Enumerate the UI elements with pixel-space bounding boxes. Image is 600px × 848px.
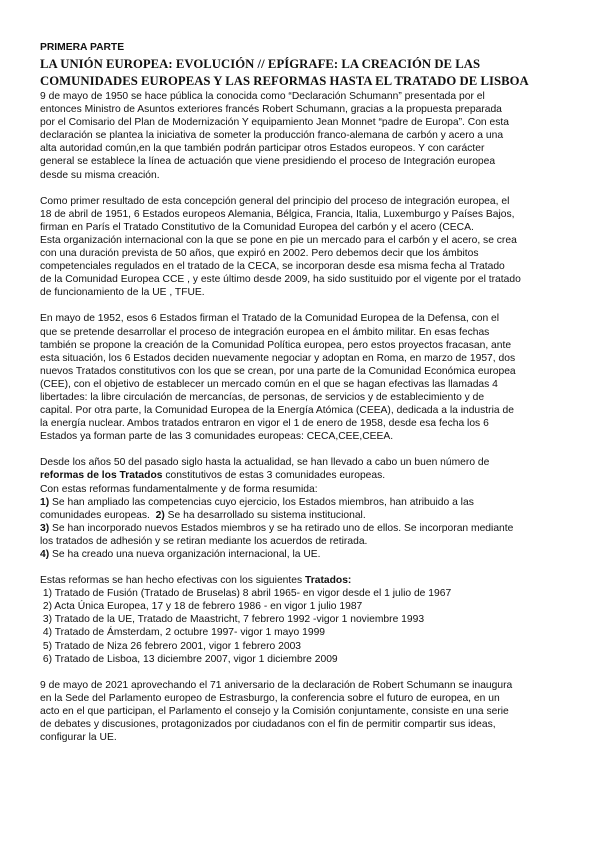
text-line: general se establece la línea de actuación que viene presidiendo el proceso de Integración europea [40,156,496,168]
text-line: libertades: la libre circulación de mercancías, de personas, de servicios y de establecimiento y de [40,391,485,403]
text-line: Estados ya forman parte de las 3 comunidades europeas: CECA,CEE,CEEA. [40,431,394,443]
text-line: desde su misma creación. [40,169,160,181]
text-line: 9 de mayo de 2021 aprovechando el 71 aniversario de la declaración de Robert Schumann se inaugura [40,679,513,691]
text-line: con una duración prevista de 50 años, que expiró en 2002. Pero debemos decir que los ámbitos [40,248,479,260]
paragraph-treaties-list [40,574,560,666]
text-line: entonces Ministro de Asuntos exteriores francés Robert Schumann, gracias a la propuesta preparada [40,104,502,116]
item-number: 4) [40,549,50,560]
text-run: Se han incorporado nuevos Estados miembros y se ha retirado uno de ellos. Se incorporan mediante [49,522,514,534]
paragraph-ceca [40,195,560,300]
text-line [40,574,560,587]
text-line: Como primer resultado de esta concepción general del principio del proceso de integración europea, el [40,195,510,207]
title-line: LA UNIÓN EUROPEA: EVOLUCIÓN // EPÍGRAFE: LA CREACIÓN DE LAS [40,57,481,71]
paragraph-schumann-declaration [40,90,560,182]
treaty-item: 4) Tratado de Ámsterdam, 2 octubre 1997- vigor 1 mayo 1999 [40,627,326,639]
title-line: COMUNIDADES EUROPEAS Y LAS REFORMAS HASTA EL TRATADO DE LISBOA [40,74,529,88]
treaty-item: 1) Tratado de Fusión (Tratado de Bruselas) 8 abril 1965- en vigor desde el 1 julio de 1967 [40,588,452,600]
bold-text: Tratados [305,575,348,587]
text-run: Se ha creado una nueva organización internacional, la UE. [49,549,321,560]
text-line: la energía nuclear. Ambos tratados entraron en vigor el 1 de enero de 1958, desde esa fecha los 6 [40,418,489,430]
text-run: comunidades europeas. [40,509,156,521]
paragraph-spacer [40,666,560,679]
list-item [40,522,560,535]
text-line: por el Comisario del Plan de Modernización Y equipamiento Jean Monnet “padre de Europa”. Con esta [40,117,509,129]
paragraph-spacer [40,443,560,456]
text-run: constitutivos de estas 3 comunidades europeas. [162,470,386,482]
list-item [40,496,560,509]
item-number: 3) [40,522,50,534]
text-line: que se pretende desarrollar el proceso de integración europea en el ámbito militar. En esas fechas [40,326,490,338]
paragraph-spacer [40,182,560,195]
text-line: declaración se plantea la iniciativa de someter la producción franco-alemana de carbón y acero a una [40,130,504,142]
bold-text: : [347,575,352,587]
paragraph-spacer [40,299,560,312]
text-line: competenciales regulados en el tratado de la CECA, se incorporan desde esa misma fecha al Tratado [40,261,505,273]
paragraph-conference [40,679,560,744]
paragraph-spacer [40,561,560,574]
part-label: PRIMERA PARTE [40,42,125,53]
item-number: 1) [40,496,50,508]
text-line: en la Sede del Parlamento europeo de Estrasburgo, la conferencia sobre el futuro de europea, en un [40,692,500,704]
treaty-item: 5) Tratado de Niza 26 febrero 2001, vigor 1 febrero 2003 [40,640,302,652]
text-line: Desde los años 50 del pasado siglo hasta la actualidad, se han llevado a cabo un buen número de [40,457,490,469]
bold-text: reformas de los Tratados [40,470,163,482]
text-run: Se han ampliado las competencias cuyo ejercicio, los Estados miembros, han atribuido a las [49,496,474,508]
treaty-item: 2) Acta Única Europea, 17 y 18 de febrero 1986 - en vigor 1 julio 1987 [40,601,363,613]
treaty-item: 6) Tratado de Lisboa, 13 diciembre 2007, vigor 1 diciembre 2009 [40,653,338,665]
paragraph-reforms [40,456,560,561]
text-line: de debates y discusiones, protagonizados por ciudadanos con el fin de permitir compartir sus ideas, [40,719,496,731]
paragraph-rome-treaties [40,312,560,443]
text-line: acto en el que participan, el Parlamento el consejo y la Comisión conjuntamente, consiste en una serie [40,705,509,717]
text-line: firman en París el Tratado Constitutivo de la Comunidad Europea del carbón y el acero (CECA. [40,221,474,233]
list-item [40,509,560,522]
text-run: Estas reformas se han hecho efectivas con los siguientes [40,575,305,587]
text-line: 18 de abril de 1951, 6 Estados europeos Alemania, Bélgica, Francia, Italia, Luxemburgo y Países Bajos, [40,208,515,220]
text-line: de la Comunidad Europea CCE , y este último desde 2009, ha sido sustituido por el vigente por el tratado [40,274,521,286]
text-line: (CEE), con el objetivo de establecer un mercado común en el que se hagan efectivas las llamadas 4 [40,378,498,390]
text-line: nuevos Tratados constitutivos con los que se crean, por una parte de la Comunidad Económica europea [40,365,516,377]
text-line: también se propone la creación de la Comunidad Política europea, pero estos proyectos fracasan, ante [40,339,512,351]
text-line [40,469,560,482]
text-line: esta situación, los 6 Estados deciden nuevamente negociar y adoptan en Roma, en marzo de 1957, dos [40,352,516,364]
text-line: Con estas reformas fundamentalmente y de forma resumida: [40,483,318,495]
text-line: alta autoridad común,en la que también podrán participar otros Estados europeos. Y con carácter [40,143,485,155]
text-line: de funcionamiento de la UE , TFUE. [40,287,205,299]
item-number: 2) [155,509,165,521]
text-line: 9 de mayo de 1950 se hace pública la conocida como “Declaración Schumann” presentada por el [40,91,485,102]
text-line: los tratados de adhesión y se retiran mediante los acuerdos de retirada. [40,535,368,547]
text-line: En mayo de 1952, esos 6 Estados firman el Tratado de la Comunidad Europea de la Defensa, con el [40,313,500,325]
text-line: Esta organización internacional con la que se pone en pie un mercado para el carbón y el acero, se crea [40,234,517,246]
treaty-item: 3) Tratado de la UE, Tratado de Maastricht, 7 febrero 1992 -vigor 1 noviembre 1993 [40,614,425,626]
document-title [40,56,560,90]
text-run: Se ha desarrollado su sistema institucional. [164,509,366,521]
text-line: configurar la UE. [40,732,117,744]
text-line: capital. Por otra parte, la Comunidad Europea de la Energía Atómica (CEEA), dedicada a la industria de [40,405,514,417]
list-item [40,548,560,561]
